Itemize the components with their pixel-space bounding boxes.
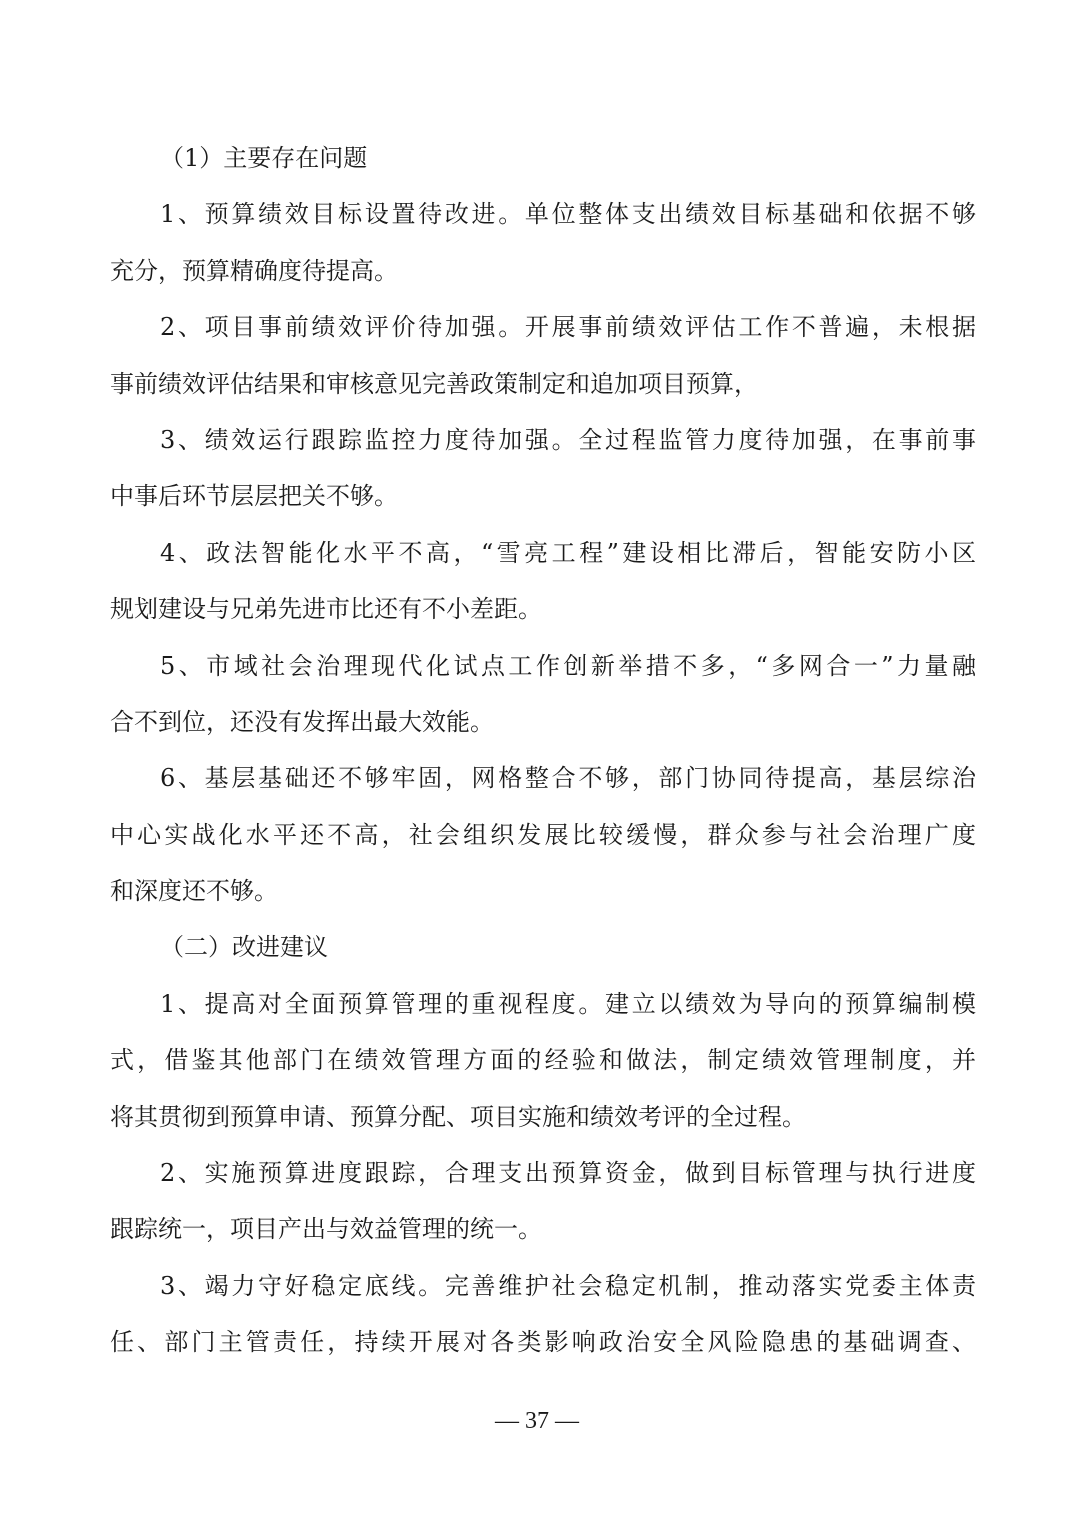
- text-line: 跟踪统一，项目产出与效益管理的统一。: [110, 1215, 542, 1244]
- text-line: 和深度还不够。: [110, 877, 278, 906]
- text-line: 3、竭力守好稳定底线。完善维护社会稳定机制，推动落实党委主体责: [160, 1271, 976, 1300]
- text-line: 4、政法智能化水平不高，“雪亮工程”建设相比滞后，智能安防小区: [160, 538, 976, 567]
- paragraph: [110, 638, 976, 751]
- text-line: 式，借鉴其他部门在绩效管理方面的经验和做法，制定绩效管理制度，并: [110, 1046, 976, 1075]
- text-line: 合不到位，还没有发挥出最大效能。: [110, 707, 494, 736]
- text-line: 事前绩效评估结果和审核意见完善政策制定和追加项目预算，: [110, 369, 758, 398]
- text-line: （1）主要存在问题: [160, 144, 368, 172]
- text-line: 2、项目事前绩效评价待加强。开展事前绩效评估工作不普遍，未根据: [160, 313, 976, 342]
- text-line: 充分，预算精确度待提高。: [110, 256, 398, 285]
- text-line: 5、市域社会治理现代化试点工作创新举措不多，“多网合一”力量融: [160, 651, 976, 680]
- text-line: 中心实战化水平还不高，社会组织发展比较缓慢，群众参与社会治理广度: [110, 820, 976, 849]
- paragraph: [110, 299, 976, 412]
- text-line: 6、基层基础还不够牢固，网格整合不够，部门协同待提高，基层综治: [160, 764, 976, 793]
- text-line: 2、实施预算进度跟踪，合理支出预算资金，做到目标管理与执行进度: [160, 1159, 976, 1188]
- text-line: 1、预算绩效目标设置待改进。单位整体支出绩效目标基础和依据不够: [160, 200, 976, 229]
- paragraph: [110, 750, 976, 919]
- paragraph: [110, 186, 976, 299]
- section-heading: [110, 130, 976, 186]
- paragraph: [110, 976, 976, 1145]
- text-line: 规划建设与兄弟先进市比还有不小差距。: [110, 595, 542, 624]
- text-line: 中事后环节层层把关不够。: [110, 482, 398, 511]
- text-line: 将其贯彻到预算申请、预算分配、项目实施和绩效考评的全过程。: [110, 1102, 806, 1131]
- paragraph: [110, 412, 976, 525]
- text-line: 任、部门主管责任，持续开展对各类影响政治安全风险隐患的基础调查、: [110, 1328, 976, 1357]
- text-line: （二）改进建议: [160, 933, 328, 962]
- text-line: 1、提高对全面预算管理的重视程度。建立以绩效为导向的预算编制模: [160, 989, 976, 1018]
- paragraph: [110, 1145, 976, 1258]
- section-heading: [110, 919, 976, 975]
- page-number: — 37 —: [495, 1408, 579, 1434]
- paragraph: [110, 1258, 976, 1371]
- text-line: 3、绩效运行跟踪监控力度待加强。全过程监管力度待加强，在事前事: [160, 425, 976, 454]
- paragraph: [110, 525, 976, 638]
- document-body: [110, 130, 976, 1371]
